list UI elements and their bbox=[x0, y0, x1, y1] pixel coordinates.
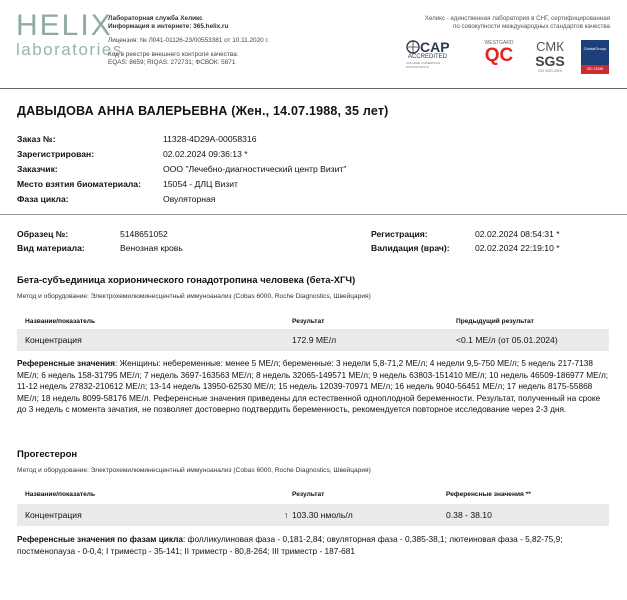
label: Место взятия биоматериала: bbox=[17, 179, 141, 189]
progesterone-row-result: 103.30 нмоль/л bbox=[292, 510, 353, 520]
registration-value: 02.02.2024 08:54:31 * bbox=[475, 229, 560, 239]
quality-title: Код в реестре внешнего контроля качества: bbox=[108, 51, 239, 58]
customer-label bbox=[17, 164, 58, 175]
order-number-value: 11328-4D29A-00058316 bbox=[163, 134, 257, 144]
sampling-place-value: 15054 - ДЛЦ Визит bbox=[163, 179, 238, 189]
westgard-qc-logo bbox=[478, 40, 520, 74]
hcg-title: Бета-субъединица хорионического гонадотропина человека (бета-ХГЧ) bbox=[17, 275, 356, 286]
lab-website: Информация в интернете: 365.helix.ru bbox=[108, 23, 229, 30]
up-arrow-icon: ↑ bbox=[284, 510, 289, 520]
hcg-method: Метод и оборудование: Электрохемилюминесцентный иммуноанализ (Cobas 6000, Roche Diagnostics, Швейцария) bbox=[17, 293, 371, 300]
helix-logo bbox=[16, 9, 123, 59]
progesterone-row-ref: 0.38 - 38.10 bbox=[446, 510, 492, 520]
validation-value: 02.02.2024 22:19:10 * bbox=[475, 243, 560, 253]
smk-text: СМК bbox=[536, 39, 564, 54]
table-row bbox=[17, 329, 609, 351]
cap-accredited-text: ACCREDITED bbox=[408, 54, 448, 60]
sgs-text: SGS bbox=[535, 53, 565, 69]
label: Заказ №: bbox=[17, 134, 56, 144]
qc-text: QC bbox=[484, 45, 514, 66]
sample-number-value: 5148651052 bbox=[120, 229, 168, 239]
hcg-row-prev: <0.1 МЕ/л (от 05.01.2024) bbox=[456, 335, 558, 345]
logo-helix-text: HELIX bbox=[16, 9, 113, 42]
ref-text: : Женщины: небеременные: менее 5 МЕ/л; беременные: 3 недели 5,8-71,2 МЕ/л; 4 недели 9,5-750 МЕ/л; 5 недель 217-7138 МЕ/л; 6 недель 158-31795 МЕ/л; 7 недель 3697-163563 МЕ/л; 8 недель 32065-149571 МЕ/л; 9 недель 63803-151410 МЕ/л; 10 недель 46509-186977 МЕ/л; 11-12 недель 27832-210612 МЕ/л; 13-14 недель 13950-62530 МЕ/л; 15 недель 12039-70971 МЕ/л; 16 недель 9040-56451 МЕ/л; 17 недель 8175-55868 МЕ/л; 18 недель 8099-58176 МЕ/л. Референсные значения приведены для естественной одноплодной беременности. Результат, полученный на сроке до 3 недель с момента зачатия, не позволяет достоверно подтвердить беременность, рекомендуется повторное исследование через 2-3 дня. bbox=[17, 358, 609, 415]
iso9001-text: ISO 9001:2015 bbox=[538, 69, 562, 73]
quality-codes: EQAS: 8659; RIQAS: 272731; ФСВОК: 5871 bbox=[108, 59, 236, 66]
lab-license: Лицензия: № Л041-01126-23/00553381 от 10.11.2020 г. bbox=[108, 37, 269, 44]
report-header bbox=[0, 0, 627, 80]
registration-label: Регистрация: bbox=[371, 229, 428, 239]
cert-text-line2: по совокупности международных стандартов качества bbox=[452, 23, 610, 30]
ref-label: Референсные значения по фазам цикла bbox=[17, 534, 184, 544]
col-result: Результат bbox=[292, 318, 325, 325]
col-name: Название/показатель bbox=[25, 318, 96, 325]
registered-label bbox=[17, 149, 94, 160]
col-prev: Предыдущий результат bbox=[456, 318, 534, 325]
order-number-label bbox=[17, 134, 55, 145]
table-row bbox=[17, 504, 609, 526]
lab-info bbox=[108, 15, 338, 67]
col-ref: Референсные значения ** bbox=[446, 491, 531, 498]
sampling-place-label bbox=[17, 179, 141, 190]
cycle-phase-label bbox=[17, 194, 69, 205]
smk-sgs-logo bbox=[532, 40, 568, 74]
sample-number-label: Образец №: bbox=[17, 229, 69, 239]
progesterone-title: Прогестерон bbox=[17, 449, 78, 460]
col-result: Результат bbox=[292, 491, 325, 498]
progesterone-table-header bbox=[17, 491, 609, 503]
hcg-reference-values bbox=[17, 358, 609, 416]
westgard-text: WESTGARD bbox=[484, 40, 514, 46]
hcg-row-name: Концентрация bbox=[25, 335, 82, 345]
validation-label: Валидация (врач): bbox=[371, 243, 450, 253]
registered-value: 02.02.2024 09:36:13 * bbox=[163, 149, 248, 159]
cert-text-line1: Хеликс - единственная лаборатория в СНГ, сертифицированная bbox=[424, 15, 610, 22]
cycle-phase-value: Овуляторная bbox=[163, 194, 216, 204]
customer-value: ООО "Лечебно-диагностический центр Визит" bbox=[163, 164, 347, 174]
progesterone-method: Метод и оборудование: Электрохемилюминесцентный иммуноанализ (Cobas 6000, Roche Diagnostics, Швейцария) bbox=[17, 467, 371, 474]
hcg-row-result: 172.9 МЕ/л bbox=[292, 335, 337, 345]
label: Заказчик: bbox=[17, 164, 58, 174]
progesterone-row-name: Концентрация bbox=[25, 510, 82, 520]
cap-subtext: COLLEGE of AMERICAN PATHOLOGISTS bbox=[406, 61, 441, 69]
material-value: Венозная кровь bbox=[120, 243, 183, 253]
ref-label: Референсные значения bbox=[17, 358, 115, 368]
ref-text: : фолликулиновая фаза - 0,181-2,84; овуляторная фаза - 0,385-38,1; лютеиновая фаза - 5,82-75,9; постменопауза - 0-0,4; I триместр - 35-141; II триместр - 80,8-264; III триместр - 187-681 bbox=[17, 534, 563, 556]
cap-accredited-logo bbox=[406, 40, 456, 74]
lab-name: Лабораторная служба Хеликс bbox=[108, 15, 203, 22]
badge-bottom-text: ISO 15189 bbox=[581, 65, 609, 74]
badge-top-text: GlobalGroup bbox=[583, 46, 607, 51]
col-name: Название/показатель bbox=[25, 491, 96, 498]
label: Зарегистрирован: bbox=[17, 149, 95, 159]
cap-globe-icon bbox=[406, 40, 420, 54]
cap-text: CAP bbox=[420, 39, 450, 55]
patient-title: ДАВЫДОВА АННА ВАЛЕРЬЕВНА (Жен., 14.07.1988, 35 лет) bbox=[17, 104, 389, 118]
iso15189-badge bbox=[581, 40, 609, 74]
header-divider bbox=[0, 88, 627, 89]
label: Фаза цикла: bbox=[17, 194, 69, 204]
logo-laboratories-text: laboratories bbox=[16, 40, 123, 59]
patient-divider bbox=[0, 214, 627, 215]
certification-text bbox=[402, 15, 610, 31]
material-label: Вид материала: bbox=[17, 243, 85, 253]
progesterone-reference-values bbox=[17, 534, 609, 557]
